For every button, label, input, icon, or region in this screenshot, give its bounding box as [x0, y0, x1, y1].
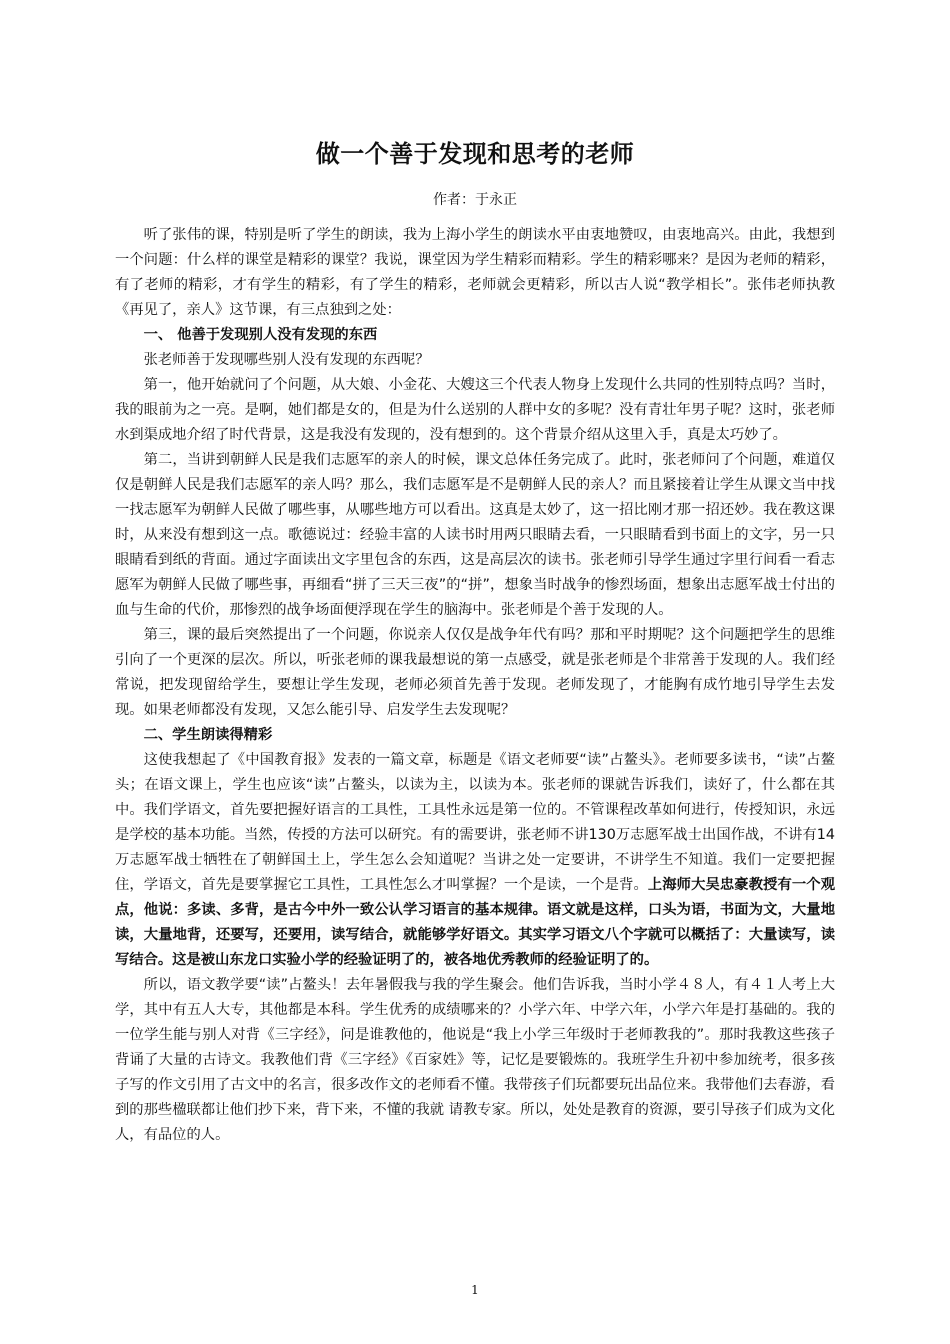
paragraph: 第三，课的最后突然提出了一个问题，你说亲人仅仅是战争年代有吗？那和平时期呢？这个问题把学生的思维引向了一个更深的层次。所以，听张老师的课我最想说的第一点感受，就是张老师是个非常善于发现的人。我们经常说，把发现留给学生，要想让学生发现，老师必须首先善于发现。老师发现了，才能胸有成竹地引导学生去发现。如果老师都没有发现，又怎么能引导、启发学生去发现呢？ [115, 627, 835, 718]
paragraph: 第一，他开始就问了个问题，从大娘、小金花、大嫂这三个代表人物身上发现什么共同的性别特点吗？当时，我的眼前为之一亮。是啊，她们都是女的，但是为什么送别的人群中女的多呢？没有青壮年男子呢？这时，张老师水到渠成地介绍了时代背景，这是我没有发现的，没有想到的。这个背景介绍从这里入手，真是太巧妙了。 [115, 377, 835, 443]
paragraph: 所以，语文教学要“读”占鳌头！去年暑假我与我的学生聚会。他们告诉我，当时小学４８人，有４１人考上大学，其中有五人大专，其他都是本科。学生优秀的成绩哪来的？小学六年、中学六年，小学六年是打基础的。我的一位学生能与别人对背《三字经》，问是谁教他的，他说是“我上小学三年级时于老师教我的”。那时我教这些孩子背诵了大量的古诗文。我教他们背《三字经》《百家姓》等，记忆是要锻炼的。我班学生升初中参加统考，很多孩子写的作文引用了古文中的名言，很多改作文的老师看不懂。我带孩子们玩都要玩出品位来。我带他们去春游，看到的那些楹联都让他们抄下来，背下来，不懂的我就 请教专家。所以，处处是教育的资源，要引导孩子们成为文化人，有品位的人。 [115, 977, 835, 1143]
section-heading-1: 一、 他善于发现别人没有发现的东西 [143, 327, 378, 343]
page-number: 1 [471, 1283, 479, 1297]
paragraph-mixed [115, 748, 835, 973]
document-title: 做一个善于发现和思考的老师 [315, 140, 635, 168]
author-line: 作者：于永正 [433, 192, 517, 208]
paragraph: 第二，当讲到朝鲜人民是我们志愿军的亲人的时候，课文总体任务完成了。此时，张老师问了个问题，难道仅仅是朝鲜人民是我们志愿军的亲人吗？那么，我们志愿军是不是朝鲜人民的亲人？而且紧接着让学生从课文当中找一找志愿军为朝鲜人民做了哪些事，从哪些地方可以看出。这真是太妙了，这一招比刚才那一招还妙。我在教这课时，从来没有想到这一点。歌德说过：经验丰富的人读书时用两只眼睛去看，一只眼睛看到书面上的文字，另一只眼睛看到纸的背面。通过字面读出文字里包含的东西，这是高层次的读书。张老师引导学生通过字里行间看一看志愿军为朝鲜人民做了哪些事，再细看“拼了三天三夜”的“拼”，想象当时战争的惨烈场面，想象出志愿军战士付出的血与生命的代价，那惨烈的战争场面便浮现在学生的脑海中。张老师是个善于发现的人。 [115, 452, 835, 618]
section-heading-2: 二、学生朗读得精彩 [143, 727, 273, 743]
paragraph: 张老师善于发现哪些别人没有发现的东西呢？ [143, 352, 430, 368]
paragraph-bold-text: 上海师大吴忠豪教授有一个观点，他说：多读、多背，是古今中外一致公认学习语言的基本规律。语文就是这样，口头为语，书面为文，大量地读，大量地背，还要写，还要用，读写结合，就能够学好语文。其实学习语文八个字就可以概括了：大量读写，读写结合。这是被山东龙口实验小学的经验证明了的，被各地优秀教师的经验证明了的。 [115, 877, 835, 968]
paragraph-text: 这使我想起了《中国教育报》发表的一篇文章，标题是《语文老师要“读”占鳌头》。老师要多读书，“读”占鳌头；在语文课上，学生也应该“读”占鳌头，以读为主，以读为本。张老师的课就告诉我们，读好了，什么都在其中。我们学语文，首先要把握好语言的工具性，工具性永远是第一位的。不管课程改革如何进行，传授知识，永远是学校的基本功能。当然，传授的方法可以研究。有的需要讲，张老师不讲130万志愿军战士出国作战，不讲有14万志愿军战士牺牲在了朝鲜国土上，学生怎么会知道呢？当讲之处一定要讲，不讲学生不知道。我们一定要把握住，学语文，首先是要掌握它工具性，工具性怎么才叫掌握？一个是读，一个是背。 [115, 752, 835, 893]
paragraph-intro: 听了张伟的课，特别是听了学生的朗读，我为上海小学生的朗读水平由衷地赞叹，由衷地高兴。由此，我想到一个问题：什么样的课堂是精彩的课堂？我说，课堂因为学生精彩而精彩。学生的精彩哪来？是因为老师的精彩，有了老师的精彩，才有学生的精彩，有了学生的精彩，老师就会更精彩，所以古人说“教学相长”。张伟老师执教《再见了，亲人》这节课，有三点独到之处： [115, 227, 835, 318]
article-body [115, 223, 835, 1148]
